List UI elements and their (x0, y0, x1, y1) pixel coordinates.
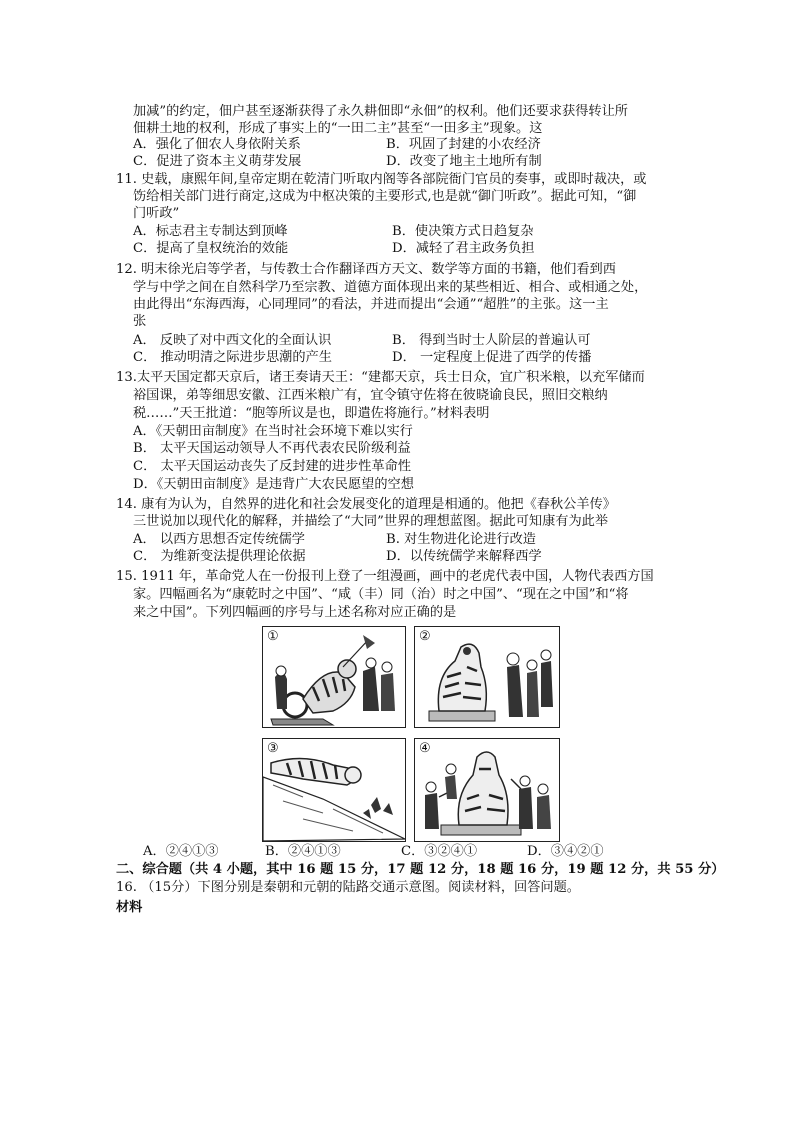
q14-option-b: B. 对生物进化论进行改造 (386, 532, 536, 547)
cartoon-panel-4 (414, 738, 560, 842)
q13-option-a: A．《天朝田亩制度》在当时社会环境下难以实行 (133, 424, 413, 439)
tiger-seated-pulled-illustration (415, 739, 559, 841)
q11-stem-line-2: 饬给相关部门进行商定,这成为中枢决策的主要形式,也是就“御门听政”。据此可知，“御 (133, 189, 637, 204)
q12-option-c: C． 推动明清之际进步思潮的产生 (133, 350, 332, 365)
q15-stem-line-3: 来之中国”。下列四幅画的序号与上述名称对应正确的是 (133, 605, 457, 620)
q15-option-b: B．②④①③ (265, 844, 341, 859)
cartoon-panel-1 (262, 626, 406, 728)
q15-option-d: D．③④②① (527, 844, 604, 859)
q14-option-c: C． 为维新变法提供理论依据 (133, 549, 306, 564)
q13-stem-line-1: 13.太平天国定都天京后，诸王奏请天王：“建都天京，兵士日众，宜广积米粮，以充军储而 (116, 370, 645, 385)
cartoon-panel-3 (262, 738, 406, 842)
q13-option-c: C． 太平天国运动丧失了反封建的进步性革命性 (133, 459, 412, 474)
q13-stem-line-3: 税……”天王批道：“胞等所议是也，即遣佐将施行。”材料表明 (133, 406, 490, 421)
q12-stem-line-2: 学与中学之间在自然科学乃至宗教、道德方面体现出来的某些相近、相合、或相通之处， (133, 280, 648, 295)
q14-option-a: A． 以西方思想否定传统儒学 (133, 532, 305, 547)
q11-stem-line-1: 11. 史载，康熙年间,皇帝定期在乾清门听取内阁等各部院衙门官员的奏事，或即时裁决，或 (116, 172, 647, 187)
panel-label-1: ① (267, 629, 279, 644)
q14-stem-line-2: 三世说加以现代化的解释，并描绘了“大同”世界的理想蓝图。据此可知康有为此举 (133, 514, 609, 529)
panel-label-3: ③ (267, 741, 279, 756)
material-label: 材料 (116, 900, 143, 915)
tiger-leaping-illustration (263, 739, 405, 841)
q11-option-d: D．减轻了君主政务负担 (392, 241, 535, 256)
q15-option-c: C．③②④① (401, 844, 478, 859)
q11-option-b: B．使决策方式日趋复杂 (392, 224, 534, 239)
q16-stem: 16. （15分）下图分别是秦朝和元朝的陆路交通示意图。阅读材料，回答问题。 (116, 880, 580, 895)
q10-option-d: D．改变了地主土地所有制 (386, 154, 542, 169)
q10-option-c: C．促进了资本主义萌芽发展 (133, 154, 302, 169)
q11-option-c: C．提高了皇权统治的效能 (133, 241, 289, 256)
q10-continuation-line-1: 加减”的约定，佃户甚至逐渐获得了永久耕佃即“永佃”的权利。他们还要求获得转让所 (133, 104, 628, 119)
cartoon-panel-2 (414, 626, 560, 728)
q13-option-d: D．《天朝田亩制度》是违背广大农民愿望的空想 (133, 477, 414, 492)
panel-label-4: ④ (419, 741, 431, 756)
q14-stem-line-1: 14. 康有为认为，自然界的进化和社会发展变化的道理是相通的。他把《春秋公羊传》 (116, 497, 616, 512)
q15-option-a: A．②④①③ (143, 844, 219, 859)
q11-stem-line-3: 门听政” (133, 206, 180, 221)
q13-option-b: B． 太平天国运动领导人不再代表农民阶级利益 (133, 441, 411, 456)
q14-option-d: D．以传统儒学来解释西学 (386, 549, 542, 564)
tiger-sitting-illustration (415, 627, 559, 727)
q15-stem-line-1: 15. 1911 年，革命党人在一份报刊上登了一组漫画，画中的老虎代表中国，人物代表西方国 (116, 569, 654, 584)
q15-stem-line-2: 家。四幅画名为“康乾时之中国”、“咸（丰）同（治）时之中国”、“现在之中国”和“将 (133, 587, 629, 602)
q10-option-a: A．强化了佃农人身依附关系 (133, 137, 301, 152)
tiger-restrained-illustration (263, 627, 405, 727)
panel-label-2: ② (419, 629, 431, 644)
q12-stem-line-1: 12. 明末徐光启等学者，与传教士合作翻译西方天文、数学等方面的书籍，他们看到西 (116, 262, 616, 277)
q12-stem-line-4: 张 (133, 314, 147, 329)
section-2-heading: 二、综合题（共 4 小题，其中 16 题 15 分，17 题 12 分，18 题 16 分，19 题 12 分，共 55 分） (116, 862, 725, 877)
q12-option-a: A． 反映了对中西文化的全面认识 (133, 333, 332, 348)
q12-option-d: D． 一定程度上促进了西学的传播 (392, 350, 592, 365)
q10-option-b: B．巩固了封建的小农经济 (386, 137, 541, 152)
q12-option-b: B． 得到当时士人阶层的普遍认可 (392, 333, 591, 348)
q12-stem-line-3: 由此得出“东海西海，心同理同”的看法，并进而提出“会通”“超胜”的主张。这一主 (133, 297, 609, 312)
q13-stem-line-2: 裕国课，弟等细思安徽、江西米粮广有，宜令镇守佐将在彼晓谕良民，照旧交粮纳 (133, 388, 608, 403)
q11-option-a: A．标志君主专制达到顶峰 (133, 224, 288, 239)
q10-continuation-line-2: 佃耕土地的权利，形成了事实上的“一田二主”甚至“一田多主”现象。这 (133, 121, 543, 136)
